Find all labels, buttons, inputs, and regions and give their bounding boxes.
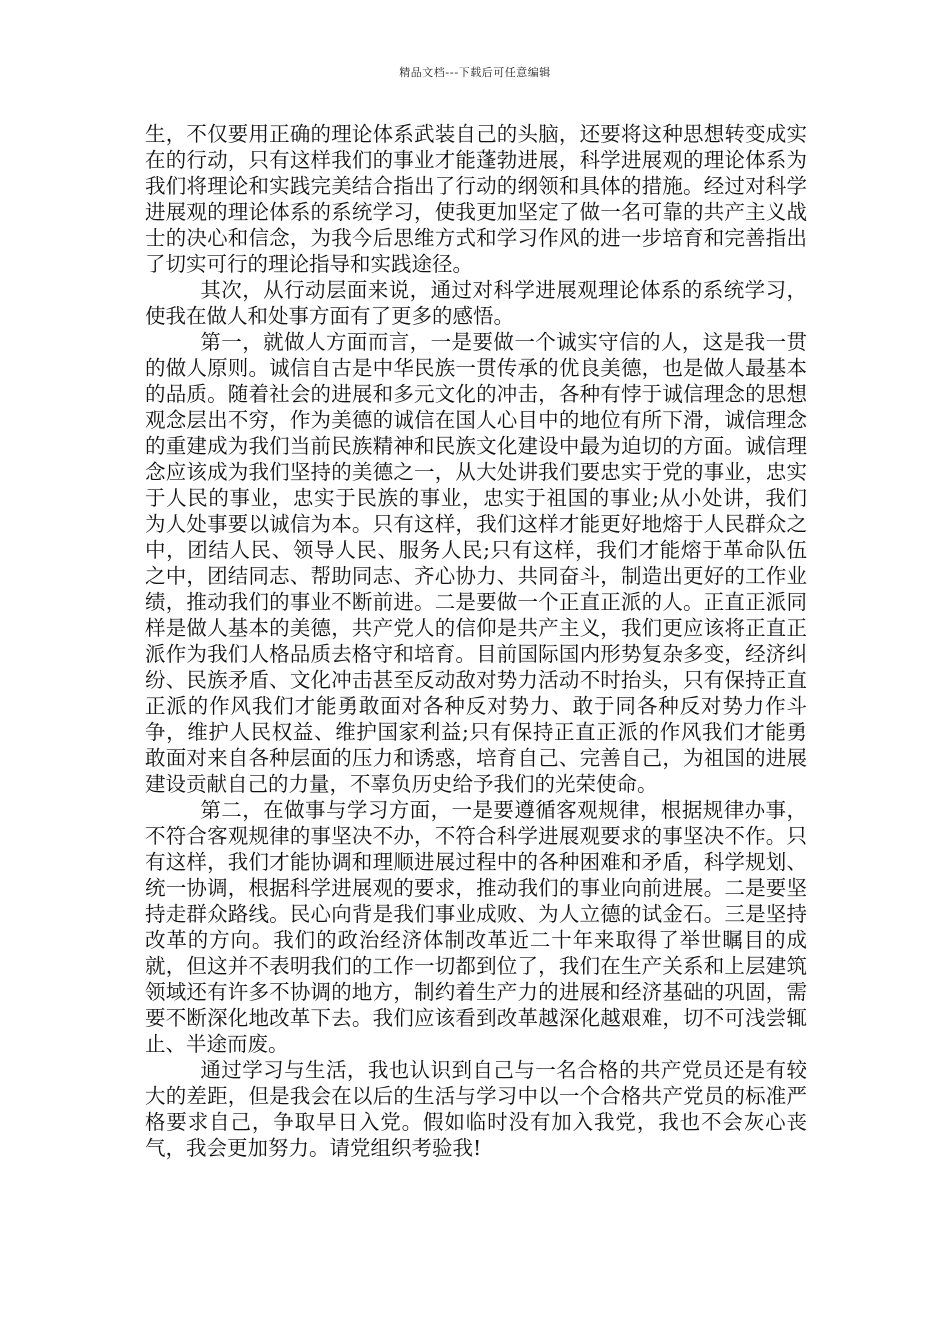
paragraph: 生，不仅要用正确的理论体系武装自己的头脑，还要将这种思想转变成实在的行动，只有这样我们的事业才能蓬勃进展，科学进展观的理论体系为我们将理论和实践完美结合指出了行动的纲领和具体的措施。经过对科学进展观的理论体系的系统学习，使我更加坚定了做一名可靠的共产主义战士的决心和信念，为我今后思维方式和学习作风的进一步培育和完善指出了切实可行的理论指导和实践途径。 xyxy=(145,122,807,276)
paragraph: 通过学习与生活，我也认识到自己与一名合格的共产党员还是有较大的差距，但是我会在以后的生活与学习中以一个合格共产党员的标准严格要求自己，争取早日入党。假如临时没有加入我党，我也不会灰心丧气，我会更加努力。请党组织考验我! xyxy=(145,1058,807,1160)
page-header: 精品文档---下载后可任意编辑 xyxy=(399,66,551,79)
paragraph: 第二，在做事与学习方面，一是要遵循客观规律，根据规律办事，不符合客观规律的事坚决不办，不符合科学进展观要求的事坚决不作。只有这样，我们才能协调和理顺进展过程中的各种困难和矛盾，科学规划、统一协调，根据科学进展观的要求，推动我们的事业向前进展。二是要坚持走群众路线。民心向背是我们事业成败、为人立德的试金石。三是坚持改革的方向。我们的政治经济体制改革近二十年来取得了举世瞩目的成就，但这并不表明我们的工作一切都到位了，我们在生产关系和上层建筑领域还有许多不协调的地方，制约着生产力的进展和经济基础的巩固，需要不断深化地改革下去。我们应该看到改革越深化越艰难，切不可浅尝辄止、半途而废。 xyxy=(145,798,807,1056)
document-body xyxy=(145,121,807,1161)
paragraph: 第一，就做人方面而言，一是要做一个诚实守信的人，这是我一贯的做人原则。诚信自古是中华民族一贯传承的优良美德，也是做人最基本的品质。随着社会的进展和多元文化的冲击，各种有悖于诚信理念的思想观念层出不穷，作为美德的诚信在国人心目中的地位有所下滑，诚信理念的重建成为我们当前民族精神和民族文化建设中最为迫切的方面。诚信理念应该成为我们坚持的美德之一，从大处讲我们要忠实于党的事业，忠实于人民的事业，忠实于民族的事业，忠实于祖国的事业;从小处讲，我们为人处事要以诚信为本。只有这样，我们这样才能更好地熔于人民群众之中，团结人民、领导人民、服务人民;只有这样，我们才能熔于革命队伍之中，团结同志、帮助同志、齐心协力、共同奋斗，制造出更好的工作业绩，推动我们的事业不断前进。二是要做一个正直正派的人。正直正派同样是做人基本的美德，共产党人的信仰是共产主义，我们更应该将正直正派作为我们人格品质去格守和培育。目前国际国内形势复杂多变，经济纠纷、民族矛盾、文化冲击甚至反动敌对势力活动不时抬头，只有保持正直正派的作风我们才能勇敢面对各种反对势力、敢于同各种反对势力作斗争，维护人民权益、维护国家利益;只有保持正直正派的作风我们才能勇敢面对来自各种层面的压力和诱惑，培育自己、完善自己，为祖国的进展建设贡献自己的力量，不辜负历史给予我们的光荣使命。 xyxy=(145,330,807,796)
paragraph: 其次，从行动层面来说，通过对科学进展观理论体系的系统学习，使我在做人和处事方面有了更多的感悟。 xyxy=(145,278,807,328)
